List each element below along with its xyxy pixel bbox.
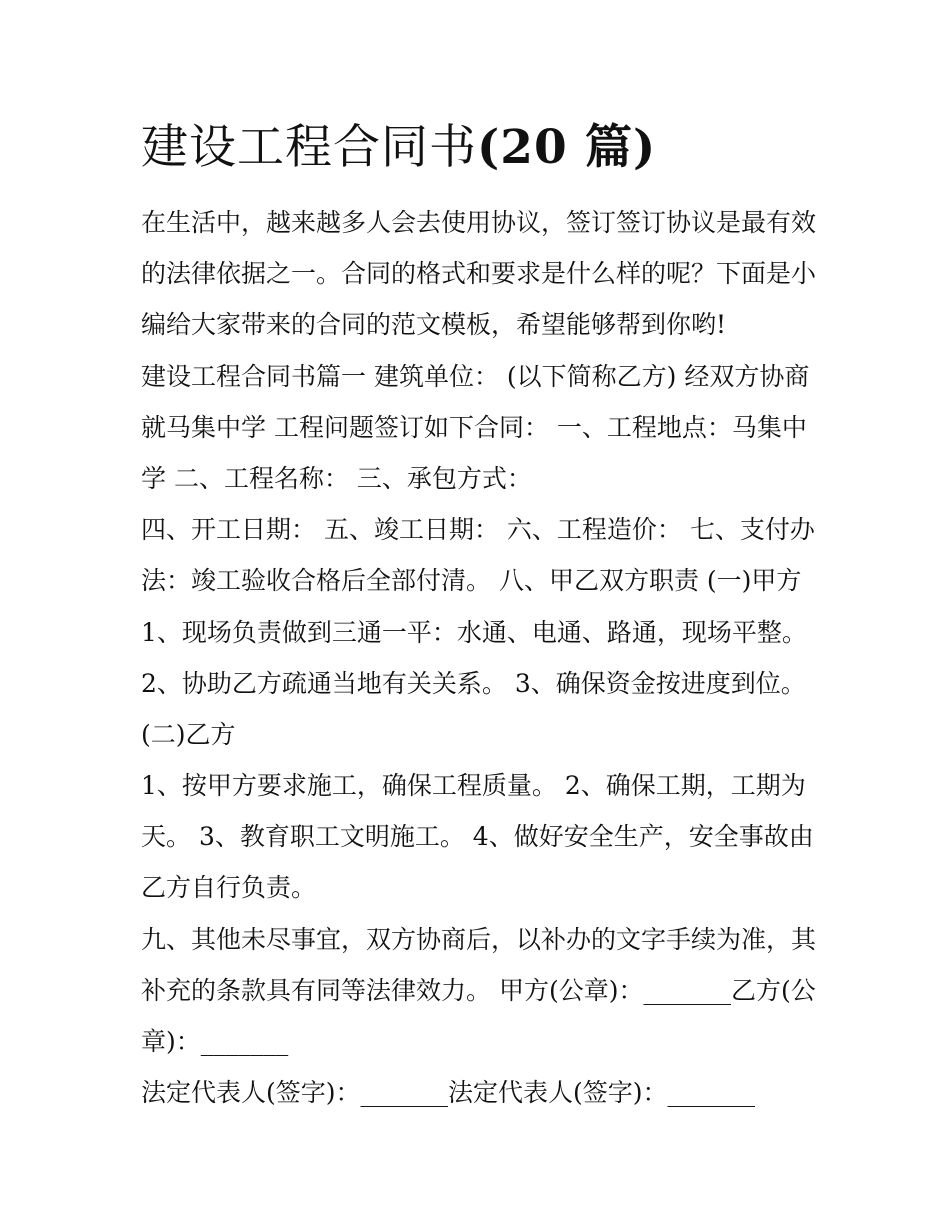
body-line: 在生活中，越来越多人会去使用协议，签订签订协议是最有效	[141, 208, 817, 237]
body-line: 乙方自行负责。	[141, 873, 317, 903]
title-main: 建设工程合同书	[141, 120, 477, 175]
body-line: 编给大家带来的合同的范文模板，希望能够帮到你哟!	[141, 310, 727, 340]
body-line: 学 二、工程名称： 三、承包方式：	[141, 463, 532, 493]
body-line: 法：竣工验收合格后全部付清。 八、甲乙双方职责 (一)甲方	[141, 566, 802, 596]
body-line: 的法律依据之一。合同的格式和要求是什么样的呢？下面是小	[141, 259, 817, 289]
body-line: 天。 3、教育职工文明施工。 4、做好安全生产，安全事故由	[141, 822, 814, 852]
body-line: 补充的条款具有同等法律效力。 甲方(公章)：_______乙方(公	[141, 975, 816, 1005]
body-line: 法定代表人(签字)：_______法定代表人(签字)：_______	[141, 1078, 756, 1108]
body-line: 1、按甲方要求施工，确保工程质量。 2、确保工期，工期为	[141, 771, 806, 801]
document-title	[141, 116, 656, 180]
body-line: 四、开工日期： 五、竣工日期： 六、工程造价： 七、支付办	[141, 515, 815, 545]
document-body	[141, 197, 821, 1118]
body-line: 建设工程合同书篇一 建筑单位： (以下简称乙方) 经双方协商	[141, 361, 810, 391]
body-line: 章)：_______	[141, 1027, 289, 1056]
body-line: (二)乙方	[141, 719, 236, 749]
body-line: 1、现场负责做到三通一平：水通、电通、路通，现场平整。	[141, 617, 807, 647]
body-line: 2、协助乙方疏通当地有关关系。 3、确保资金按进度到位。	[141, 668, 806, 698]
title-suffix: (20 篇)	[477, 120, 657, 175]
body-line: 就马集中学 工程问题签订如下合同： 一、工程地点：马集中	[141, 412, 807, 442]
body-line: 九、其他未尽事宜，双方协商后，以补办的文字手续为准，其	[141, 924, 817, 954]
